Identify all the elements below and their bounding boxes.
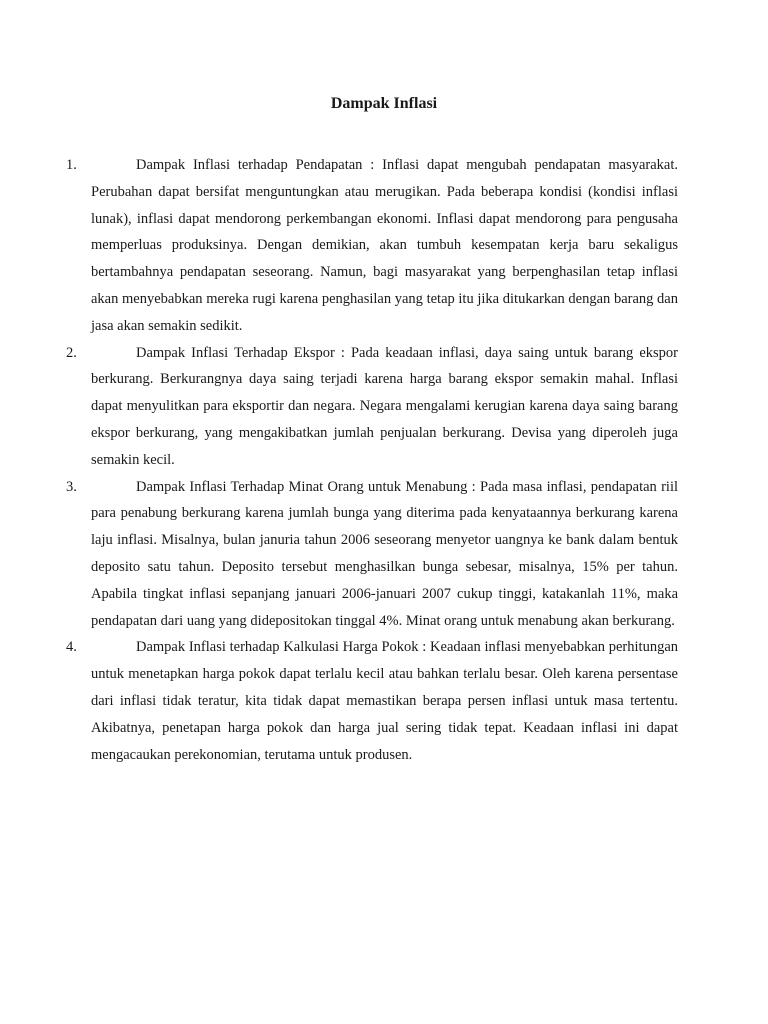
- list-item-text: Dampak Inflasi Terhadap Ekspor : Pada keadaan inflasi, daya saing untuk barang ekspor berkurang. Berkurangnya daya saing terjadi karena harga barang ekspor semakin mahal. Inflasi dapat menyulitkan para eksportir dan negara. Negara mengalami kerugian karena daya saing barang ekspor berkurang, yang mengakibatkan jumlah penjualan berkurang. Devisa yang diperoleh juga semakin kecil.: [91, 344, 678, 468]
- list-item-number: 4.: [66, 639, 77, 656]
- list-item: [66, 340, 678, 474]
- list-item: [66, 152, 678, 340]
- list-item-number: 2.: [66, 344, 77, 361]
- list-item-number: 1.: [66, 157, 77, 173]
- document-title: Dampak Inflasi: [330, 95, 438, 112]
- numbered-list: [66, 152, 678, 768]
- list-item: [66, 474, 678, 635]
- list-item: [66, 634, 678, 768]
- list-item-text: Dampak Inflasi terhadap Pendapatan : Inflasi dapat mengubah pendapatan masyarakat. Perubahan dapat bersifat menguntungkan atau merugikan. Pada beberapa kondisi (kondisi inflasi lunak), inflasi dapat mendorong perkembangan ekonomi. Inflasi dapat mendorong para pengusaha memperluas produksinya. Dengan demikian, akan tumbuh kesempatan kerja baru sekaligus bertambahnya pendapatan seseorang. Namun, bagi masyarakat yang berpenghasilan tetap inflasi akan menyebabkan mereka rugi karena penghasilan yang tetap itu jika ditukarkan dengan barang dan jasa akan semakin sedikit.: [91, 157, 678, 334]
- list-item-text: Dampak Inflasi Terhadap Minat Orang untuk Menabung : Pada masa inflasi, pendapatan riil para penabung berkurang karena jumlah bunga yang diterima pada kenyataannya berkurang karena laju inflasi. Misalnya, bulan januria tahun 2006 seseorang menyetor uangnya ke bank dalam bentuk deposito satu tahun. Deposito tersebut menghasilkan bunga sebesar, misalnya, 15% per tahun. Apabila tingkat inflasi sepanjang januari 2006-januari 2007 cukup tinggi, katakanlah 11%, maka pendapatan dari uang yang didepositokan tinggal 4%. Minat orang untuk menabung akan berkurang.: [91, 478, 678, 629]
- list-item-text: Dampak Inflasi terhadap Kalkulasi Harga Pokok : Keadaan inflasi menyebabkan perhitungan untuk menetapkan harga pokok dapat terlalu kecil atau bahkan terlalu besar. Oleh karena persentase dari inflasi tidak teratur, kita tidak dapat memastikan berapa persen inflasi untuk masa tertentu. Akibatnya, penetapan harga pokok dan harga jual sering tidak tepat. Keadaan inflasi ini dapat mengacaukan perekonomian, terutama untuk produsen.: [91, 639, 678, 763]
- list-item-number: 3.: [66, 478, 77, 495]
